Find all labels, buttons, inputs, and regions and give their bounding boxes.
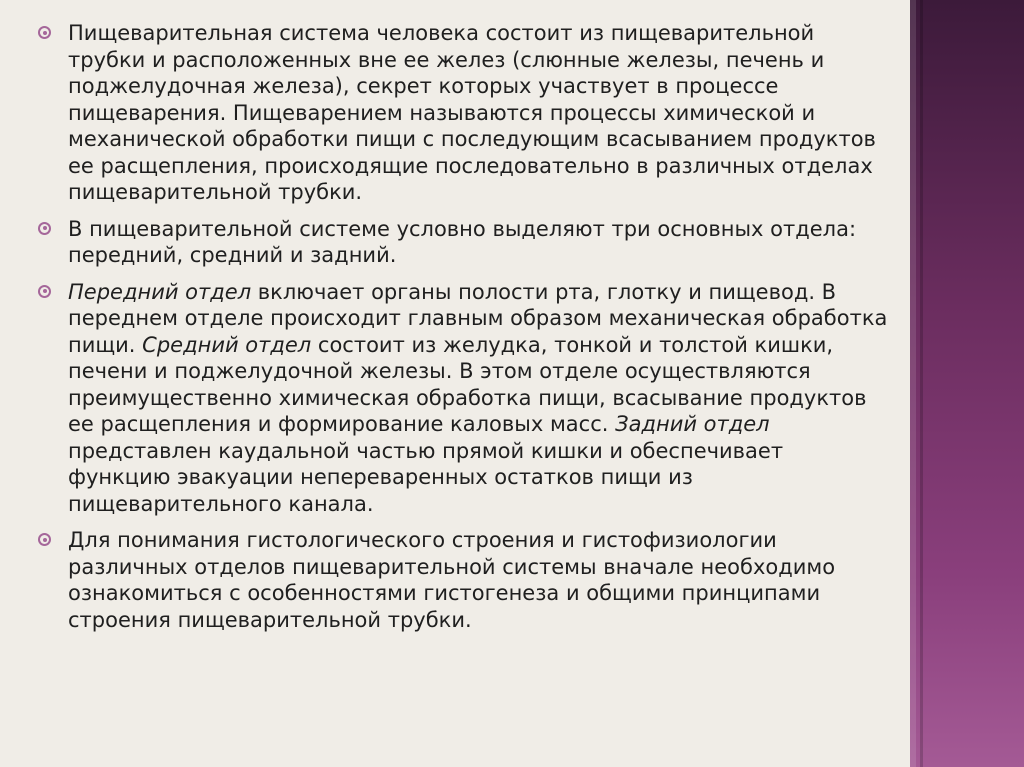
term-front-section: Передний отдел [68,279,252,304]
bullet-text-back: представлен каудальной частью прямой кишки и обеспечивает функцию эвакуации непереваренных остатков пищи из пищеварительного канала. [68,438,784,516]
bullet-circle-icon [38,533,51,546]
bullet-text-middle: состоит из желудка, тонкой и толстой кишки, печени и поджелудочной железы. В этом отделе осуществляются преимущественно химическая обработка пищи, всасывание продуктов ее расщепления и формирование каловых масс. [68,332,867,436]
bullet-circle-icon [38,222,51,235]
bullet-item [38,20,888,206]
bullet-item [38,527,888,633]
bullet-circle-icon [38,26,51,39]
bullet-circle-icon [38,285,51,298]
decorative-side-band [910,0,1024,767]
bullet-item [38,279,888,518]
bullet-text: В пищеварительной системе условно выделяют три основных отдела: передний, средний и задний. [68,216,857,267]
bullet-item [38,216,888,269]
term-back-section: Задний отдел [615,412,770,436]
bullet-text-front: включает органы полости рта, глотку и пищевод. В переднем отделе происходит главным образом механическая обработка пищи. [68,279,888,357]
bullet-list [38,20,888,643]
bullet-text: Для понимания гистологического строения и гистофизиологии различных отделов пищеварительной системы вначале необходимо ознакомиться с особенностями гистогенеза и общими принципами строения пищеварительной трубки. [68,528,836,632]
term-middle-section: Средний отдел [142,332,312,357]
bullet-text: Пищеварительная система человека состоит из пищеварительной трубки и расположенных вне ее желез (слюнные железы, печень и поджелудочная железа), секрет которых участвует в процессе пищеварения. Пищеварением называются процессы химической и механической обработки пищи с последующим всасыванием продуктов ее расщепления, происходящие последовательно в различных отделах пищеварительной трубки. [68,21,876,204]
